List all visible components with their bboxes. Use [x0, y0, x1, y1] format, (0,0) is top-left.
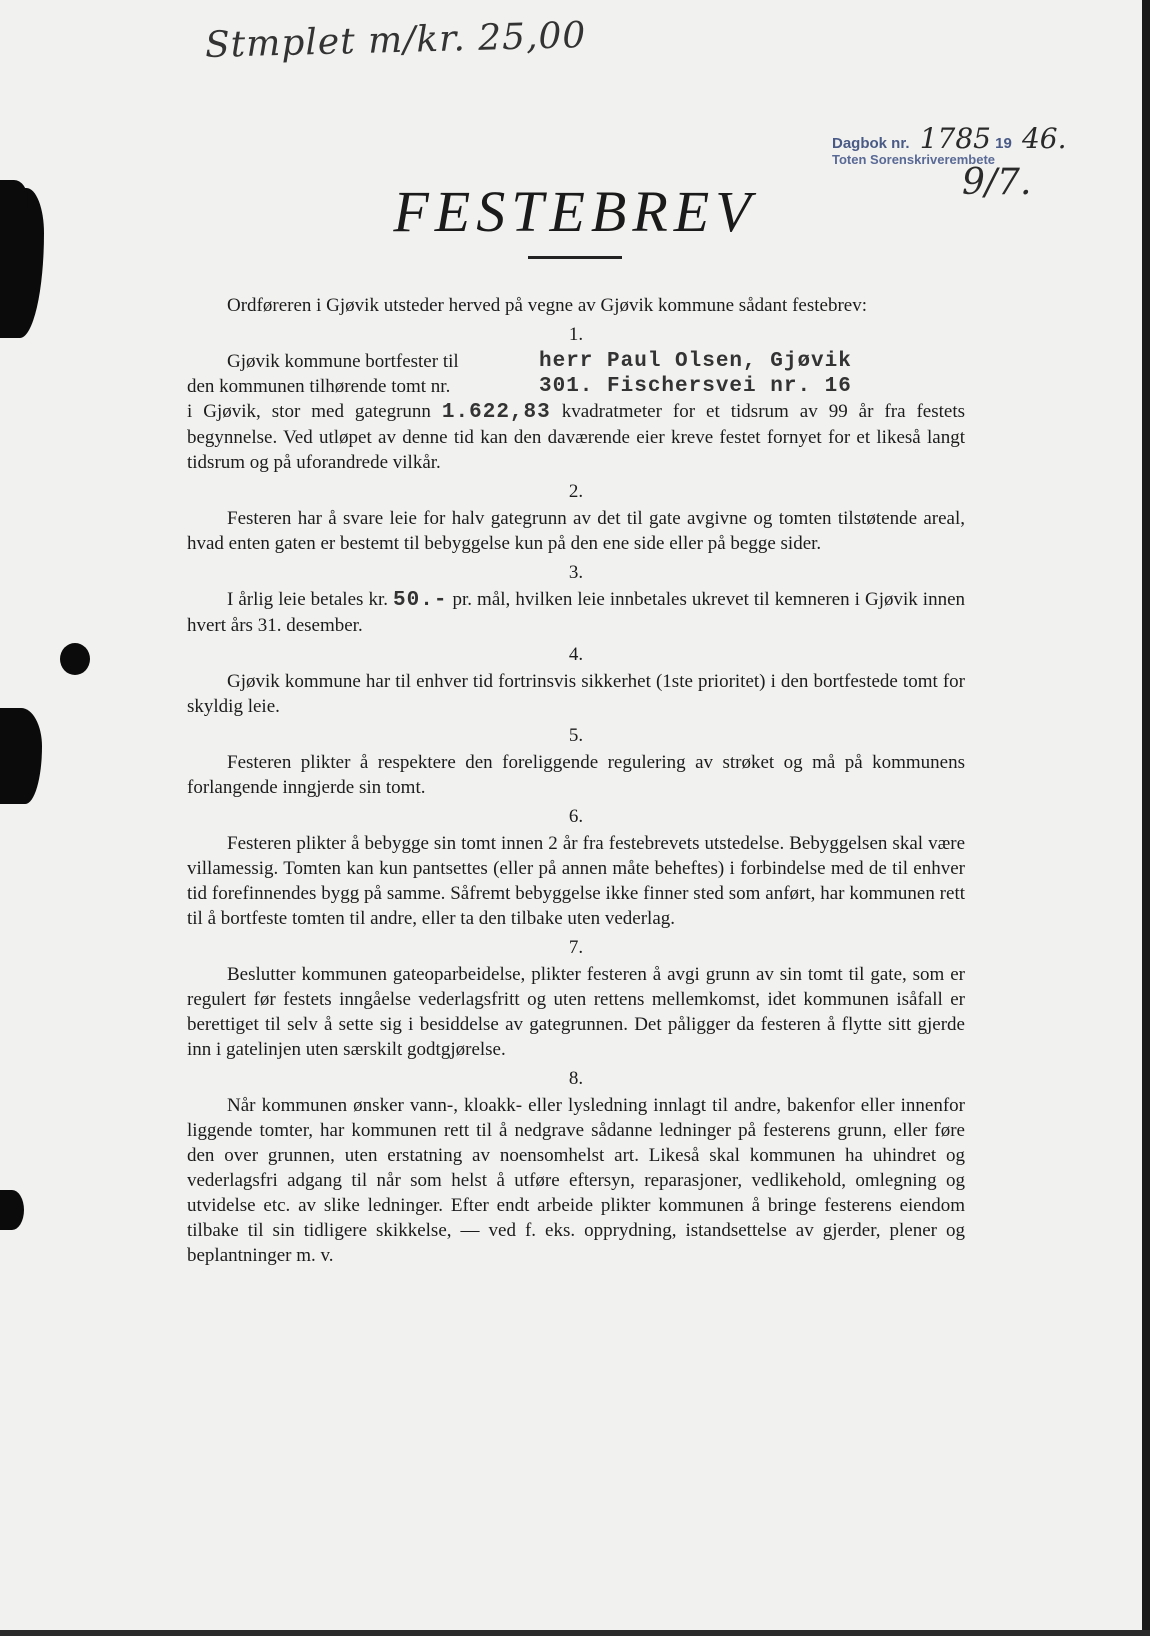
s3-amount: 50.- [393, 589, 448, 612]
intro-paragraph: Ordføreren i Gjøvik utsteder herved på vegne av Gjøvik kommune sådant festebrev: [227, 295, 867, 316]
s1-area-text [187, 399, 965, 475]
section-number: 8. [568, 1068, 584, 1089]
stamp-dagbok-number: 1785 [919, 122, 991, 155]
section-number: 3. [568, 562, 584, 583]
section-3 [187, 587, 965, 638]
stamp-year-prefix: 19 [995, 135, 1012, 152]
section-1 [187, 349, 965, 475]
scan-edge-right [1142, 0, 1150, 1636]
document-title: FESTEBREV [393, 179, 757, 244]
section-number: 2. [568, 481, 584, 502]
stamp-dagbok-line [832, 122, 1067, 155]
section-number: 4. [568, 644, 584, 665]
section-7: Beslutter kommunen gateoparbeidelse, plikter festeren å avgi grunn av sin tomt til gate, som er regulert før festets inngåelse vederlagsfritt og uten rettens mellemkomst, idet kommunen isåfall er berettiget til selv å sette sig i besiddelse av gategrunnen. Det påligger da festeren å flytte sitt gjerde inn i gatelinjen uten særskilt godtgjørelse. [187, 964, 965, 1060]
section-number: 5. [568, 725, 584, 746]
stamp-year-suffix: 46. [1021, 122, 1067, 155]
s1-area-lead: i Gjøvik, stor med gategrunn [187, 401, 431, 422]
s1-rest: kvadratmeter for et tidsrum av 99 år fra festets begynnelse. Ved utløpet av denne tid kan den daværende eier kreve festet fornyet for et likeså langt tidsrum og på uforandrede vilkår. [187, 401, 966, 473]
s1-lot: 301. Fischersvei nr. 16 [539, 375, 852, 398]
margin-blot [0, 708, 42, 804]
section-number: 1. [568, 324, 584, 345]
s1-lessee: herr Paul Olsen, Gjøvik [539, 350, 852, 373]
section-2: Festeren har å svare leie for halv gategrunn av det til gate avgivne og tomten tilstøtende areal, hvad enten gaten er bestemt til bebyggelse kun på den ene side eller på begge sider. [187, 508, 965, 554]
punch-hole [60, 643, 90, 675]
stamp-dagbok-label: Dagbok nr. [832, 135, 910, 152]
section-6: Festeren plikter å bebygge sin tomt innen 2 år fra festebrevets utstedelse. Bebyggelsen skal være villamessig. Tomten kan kun pantsettes (eller på annen måte beheftes) i forbindelse med de til enhver tid forefinnendes bygg på samme. Såfremt bebyggelse ikke finner sted som anført, har kommunen rett til å bortfeste tomten til andre, eller ta den tilbake uten vederlag. [187, 833, 965, 929]
handwritten-fee-note: Stmplet m/kr. 25,00 [204, 15, 587, 66]
section-number: 7. [568, 937, 584, 958]
section-number: 6. [568, 806, 584, 827]
scan-edge-bottom [0, 1630, 1150, 1636]
stamp-date: 9/7. [962, 162, 1032, 203]
stamp-office: Toten Sorenskriverembete [832, 152, 996, 167]
margin-blot [0, 1190, 24, 1230]
s1-line2-lead: den kommunen tilhørende tomt nr. [187, 376, 451, 397]
title-underline [528, 256, 622, 259]
section-4: Gjøvik kommune har til enhver tid fortrinsvis sikkerhet (1ste prioritet) i den bortfestede tomt for skyldig leie. [187, 671, 965, 717]
s1-area: 1.622,83 [441, 401, 551, 424]
s3-lead: I årlig leie betales kr. [227, 589, 388, 610]
s1-line1-lead: Gjøvik kommune bortfester til [227, 351, 459, 372]
section-8: Når kommunen ønsker vann-, kloakk- eller lysledning innlagt til andre, bakenfor eller innenfor liggende tomter, har kommunen rett til å nedgrave sådanne ledninger på festerens grunn, eller føre den over grunnen, uten erstatning av noensomhelst art. Likeså skal kommunen ha uhindret og vederlagsfri adgang til når som helst å utføre eftersyn, reparasjoner, vedlikehold, omlegning og utvidelse etc. av slike ledninger. Efter endt arbeide plikter kommunen å bringe festerens eiendom tilbake til sin tidligere skikkelse, — ved f. eks. opprydning, istandsettelse av gjerder, plener og beplantninger m. v. [187, 1095, 965, 1266]
s3-rest: pr. mål, hvilken leie innbetales ukrevet til kemneren i Gjøvik innen hvert års 31. desember. [187, 589, 966, 636]
document-body [187, 293, 965, 1268]
section-5: Festeren plikter å respektere den foreliggende regulering av strøket og må på kommunens forlangende inngjerde sin tomt. [187, 752, 965, 798]
